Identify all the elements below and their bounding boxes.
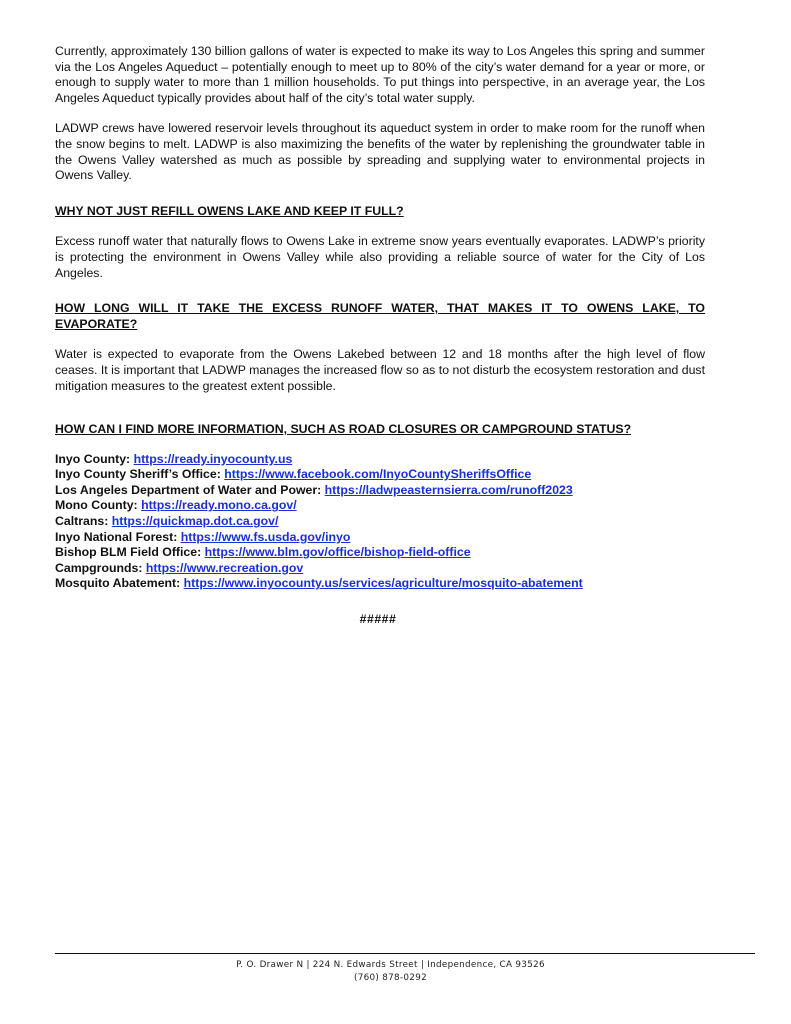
footer-phone: (760) 878-0292 bbox=[353, 973, 427, 983]
contact-link-sheriff[interactable]: https://www.facebook.com/InyoCountySheriffsOffice bbox=[224, 467, 532, 482]
contact-link-inyo-county[interactable]: https://ready.inyocounty.us bbox=[133, 451, 293, 466]
contact-row-mono-county bbox=[55, 498, 705, 514]
contact-row-campgrounds bbox=[55, 561, 705, 577]
contact-label: Mosquito Abatement: bbox=[55, 576, 181, 591]
contact-link-blm[interactable]: https://www.blm.gov/office/bishop-field-office bbox=[204, 545, 471, 560]
contact-row-national-forest bbox=[55, 530, 705, 546]
contact-label: Bishop BLM Field Office: bbox=[55, 545, 202, 560]
heading-more-information: HOW CAN I FIND MORE INFORMATION, SUCH AS ROAD CLOSURES OR CAMPGROUND STATUS? bbox=[55, 422, 632, 437]
contact-link-caltrans[interactable]: https://quickmap.dot.ca.gov/ bbox=[111, 514, 279, 529]
contact-link-mosquito[interactable]: https://www.inyocounty.us/services/agriculture/mosquito-abatement bbox=[183, 576, 583, 591]
end-of-release-mark: ##### bbox=[359, 612, 397, 626]
paragraph-water-volume: Currently, approximately 130 billion gallons of water is expected to make its way to Los Angeles this spring and summer via the Los Angeles Aqueduct – potentially enough to meet up to 80% of the city’s water demand for a year or more, or enough to supply water to more than 1 million households. To put things into perspective, in an average year, the Los Angeles Aqueduct typically provides about half of the city’s total water supply. bbox=[55, 44, 705, 105]
paragraph-refill-owens-lake: Excess runoff water that naturally flows to Owens Lake in extreme snow years eventually evaporates. LADWP’s priority is protecting the environment in Owens Valley while also providing a reliable source of water for the City of Los Angeles. bbox=[55, 234, 705, 280]
contact-label: Campgrounds: bbox=[55, 560, 143, 575]
contact-row-ladwp bbox=[55, 483, 705, 499]
contact-label: Los Angeles Department of Water and Power: bbox=[55, 482, 325, 497]
heading-refill-owens-lake: WHY NOT JUST REFILL OWENS LAKE AND KEEP IT FULL? bbox=[55, 203, 404, 218]
contact-link-mono-county[interactable]: https://ready.mono.ca.gov/ bbox=[141, 498, 297, 513]
contact-row-inyo-county bbox=[55, 452, 705, 468]
contact-label: Inyo National Forest: bbox=[55, 529, 178, 544]
heading-evaporation-time: HOW LONG WILL IT TAKE THE EXCESS RUNOFF WATER, THAT MAKES IT TO OWENS LAKE, TO EVAPORATE? bbox=[55, 301, 705, 331]
contact-link-campgrounds[interactable]: https://www.recreation.gov bbox=[145, 560, 304, 575]
contact-label: Inyo County Sheriff’s Office: bbox=[55, 467, 221, 482]
contact-label: Caltrans: bbox=[55, 514, 109, 529]
contact-link-national-forest[interactable]: https://www.fs.usda.gov/inyo bbox=[180, 529, 351, 544]
contact-label: Mono County: bbox=[55, 498, 138, 513]
paragraph-reservoirs: LADWP crews have lowered reservoir levels throughout its aqueduct system in order to make room for the runoff when the snow begins to melt. LADWP is also maximizing the benefits of the water by replenishing the groundwater table in the Owens Valley watershed as much as possible by spreading and supplying water to environmental projects in Owens Valley. bbox=[55, 121, 705, 183]
contact-link-ladwp[interactable]: https://ladwpeasternsierra.com/runoff2023 bbox=[324, 482, 573, 497]
contact-row-sheriff bbox=[55, 467, 705, 483]
footer-address: P. O. Drawer N | 224 N. Edwards Street | Independence, CA 93526 bbox=[236, 960, 545, 970]
footer bbox=[0, 959, 781, 985]
contact-row-blm bbox=[55, 545, 705, 561]
contact-row-mosquito bbox=[55, 576, 705, 592]
contact-row-caltrans bbox=[55, 514, 705, 530]
contact-label: Inyo County: bbox=[55, 451, 131, 466]
footer-divider bbox=[55, 953, 755, 954]
contact-list bbox=[55, 452, 705, 592]
document-body bbox=[55, 44, 705, 592]
paragraph-evaporation-time: Water is expected to evaporate from the Owens Lakebed between 12 and 18 months after the high level of flow ceases. It is important that LADWP manages the increased flow so as to not disturb the ecosystem restoration and dust mitigation measures to the greatest extent possible. bbox=[55, 347, 705, 393]
